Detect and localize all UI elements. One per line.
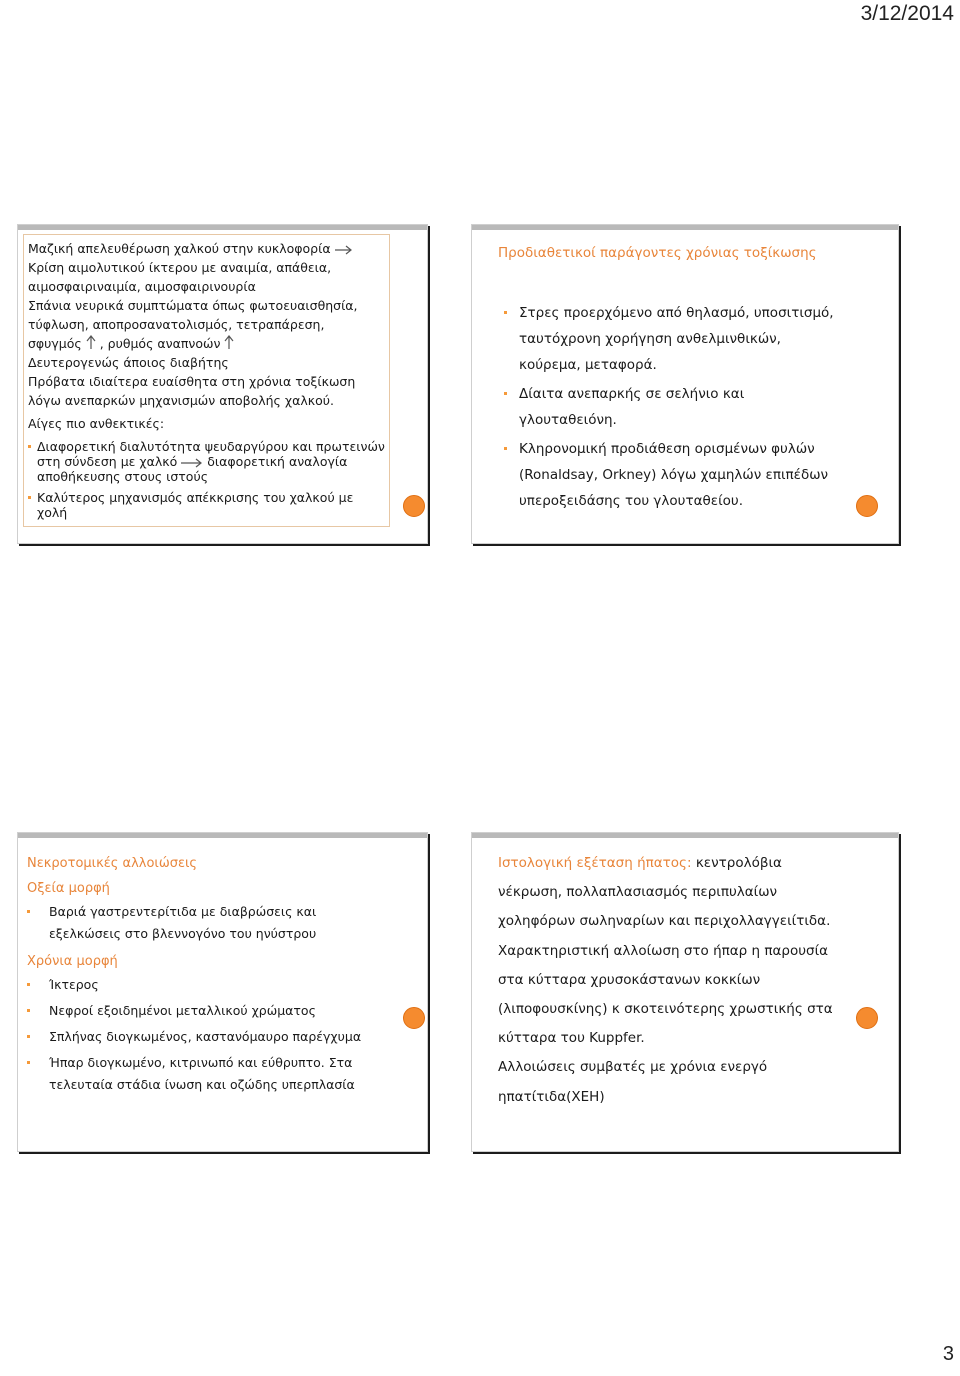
slide-1-line: Σπάνια νευρικά συμπτώματα όπως φωτοευαισθησία, [28, 298, 358, 313]
slide-4-line: χοληφόρων σωληναρίων και περιχολλαγγειίτιδα. [498, 913, 831, 930]
list-item: Σπλήνας διογκωμένος, καστανόμαυρο παρέγχυμα [27, 1026, 387, 1048]
slide-4-line: Αλλοιώσεις συμβατές με χρόνια ενεργό [498, 1059, 768, 1076]
slide-4-line: (λιποφουσκίνης) κ σκοτεινότερης χρωστικής στα [498, 1001, 833, 1018]
slide-3 [17, 832, 428, 1152]
list-item: Κληρονομική προδιάθεση ορισμένων φυλών (Ronaldsay, Orkney) λόγω χαμηλών επιπέδων υπεροξειδάσης του γλουταθείου. [504, 436, 844, 514]
slide-1-line: Μαζική απελευθέρωση χαλκού στην κυκλοφορία [28, 239, 385, 258]
slide-4 [471, 832, 899, 1152]
chronic-heading: Χρόνια μορφή [27, 954, 118, 969]
slide-2 [471, 224, 899, 544]
slide-2-bullets [504, 300, 844, 517]
list-item: Καλύτερος μηχανισμός απέκκρισης του χαλκού με χολή [28, 490, 385, 520]
slide-1-line: αιμοσφαιριναιμία, αιμοσφαιρινουρία [28, 279, 256, 294]
slide-1-line: τύφλωση, αποπροσανατολισμός, τετραπάρεση, [28, 317, 325, 332]
list-item: Βαριά γαστρεντερίτιδα με διαβρώσεις και εξελκώσεις στο βλεννογόνο του ηνύστρου [27, 901, 387, 945]
slide-4-line: ηπατίτιδα(ΧΕΗ) [498, 1088, 605, 1105]
orange-dot-icon [856, 1007, 878, 1029]
page-number: 3 [942, 1343, 954, 1365]
slide-1-line: Κρίση αιμολυτικού ίκτερου με αναιμία, απάθεια, [28, 260, 332, 275]
slide-3-title: Νεκροτομικές αλλοιώσεις [27, 856, 198, 871]
orange-dot-icon [403, 495, 425, 517]
slide-1-line: Δευτερογενώς άποιος διαβήτης [28, 355, 229, 370]
list-item: Νεφροί εξοιδημένοι μεταλλικού χρώματος [27, 1000, 387, 1022]
slide-1-line: σφυγμός , ρυθμός αναπνοών [28, 334, 385, 353]
up-arrow-icon [86, 335, 96, 349]
list-item: Δίαιτα ανεπαρκής σε σελήνιο και γλουταθειόνη. [504, 381, 844, 433]
right-arrow-icon [335, 245, 353, 255]
slide-4-line: κύτταρα του Kuppfer. [498, 1030, 645, 1047]
header-date: 3/12/2014 [860, 2, 954, 25]
slide-4-line: στα κύτταρα χρυσοκάστανων κοκκίων [498, 971, 761, 988]
orange-dot-icon [403, 1007, 425, 1029]
slide-4-line: Ιστολογική εξέταση ήπατος: κεντρολόβια [498, 855, 782, 871]
slide-1-bullets [28, 439, 385, 520]
list-item: Ήπαρ διογκωμένο, κιτρινωπό και εύθρυπτο. Στα τελευταία στάδια ίνωση και οζώδης υπερπλασία [27, 1052, 387, 1096]
acute-heading: Οξεία μορφή [27, 881, 110, 896]
orange-dot-icon [856, 495, 878, 517]
slide-4-title: Ιστολογική εξέταση ήπατος: [498, 855, 692, 871]
slide-1-lead: Αίγες πιο ανθεκτικές: [28, 416, 165, 431]
slide-1-line: λόγω ανεπαρκών μηχανισμών αποβολής χαλκού. [28, 393, 334, 408]
slide-3-content [27, 851, 387, 1096]
slide-1-line: Πρόβατα ιδιαίτερα ευαίσθητα στη χρόνια τοξίκωση [28, 374, 356, 389]
slide-2-title: Προδιαθετικοί παράγοντες χρόνιας τοξίκωσης [498, 245, 817, 261]
slide-1-textbox [23, 234, 390, 527]
slide-1 [17, 224, 428, 544]
slide-4-line: νέκρωση, πολλαπλασιασμός περιπυλαίων [498, 884, 778, 901]
list-item: Ίκτερος [27, 974, 387, 996]
up-arrow-icon [224, 335, 234, 349]
list-item: Στρες προερχόμενο από θηλασμό, υποσιτισμό, ταυτόχρονη χορήγηση ανθελμινθικών, κούρεμα, μεταφορά. [504, 300, 844, 378]
right-arrow-icon [181, 458, 203, 468]
slide-4-content [498, 849, 858, 1112]
slide-4-line: Χαρακτηριστική αλλοίωση στο ήπαρ η παρουσία [498, 942, 829, 959]
list-item: Διαφορετική διαλυτότητα ψευδαργύρου και πρωτεινών στη σύνδεση με χαλκό διαφορετική αναλογία αποθήκευσης στους ιστούς [28, 439, 385, 484]
